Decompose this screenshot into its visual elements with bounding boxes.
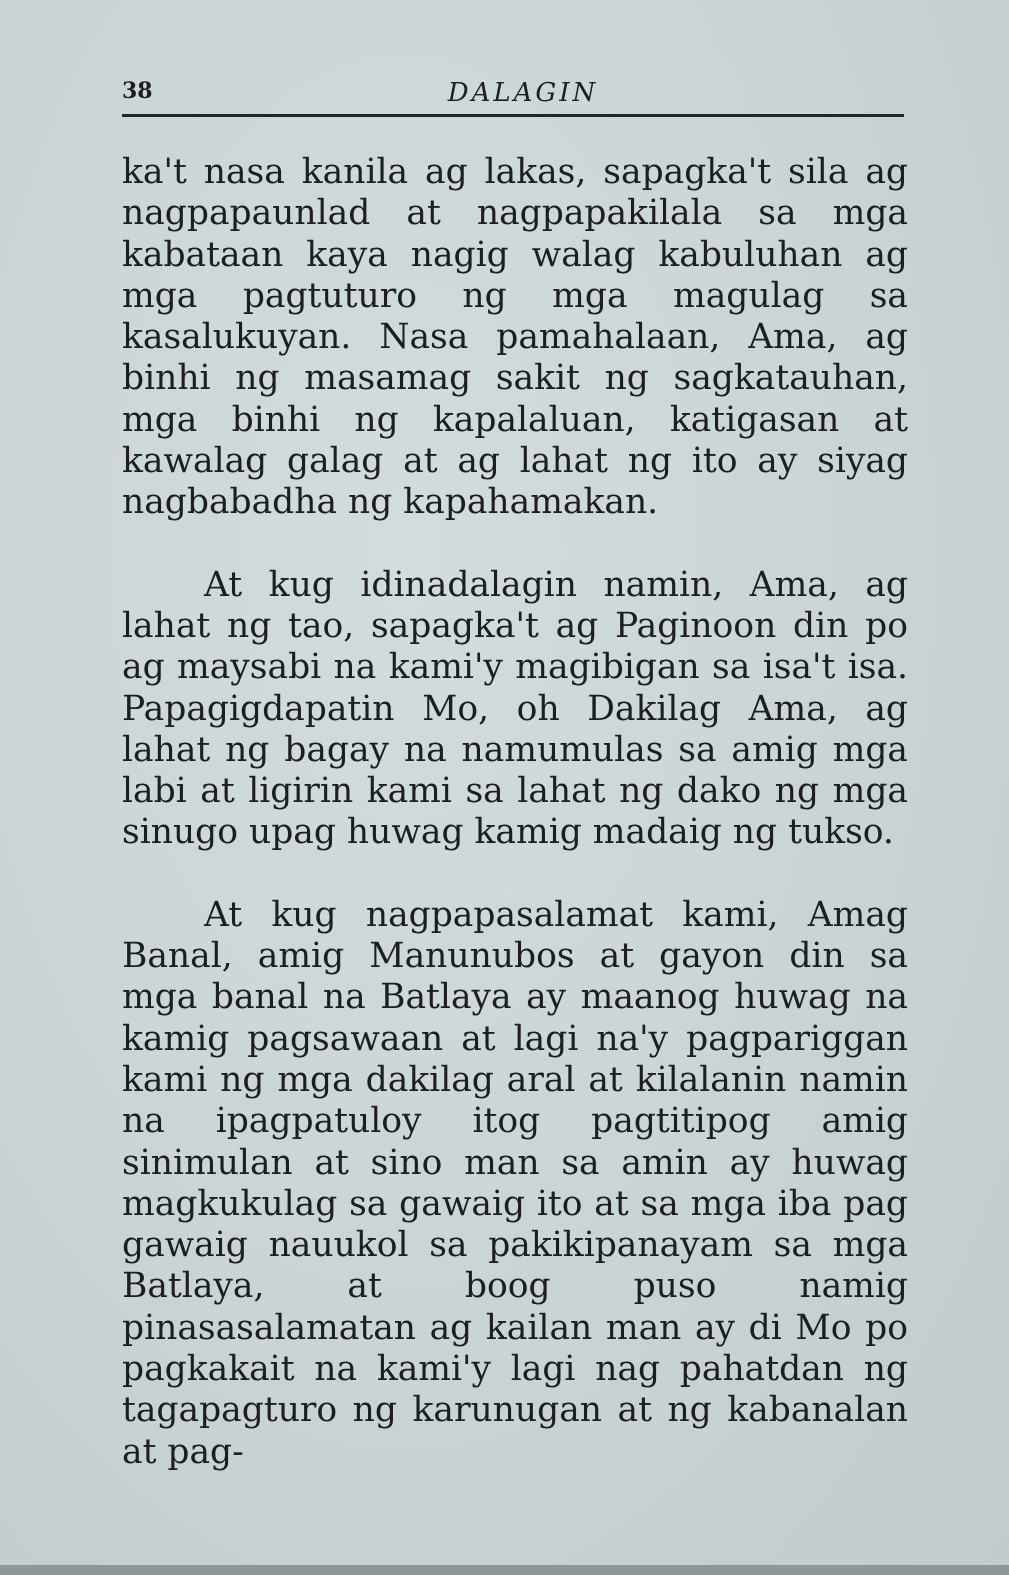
page-header (122, 78, 904, 118)
paragraph-3: At kug nagpapasalamat kami, Amag Banal, amig Manunubos at gayon din sa mga banal na Batlaya ay maanog huwag na kamig pagsawaan at lagi na'y pagpariggan kami ng mga dakilag aral at kilalanin namin na ipagpatuloy itog pagtitipog amig sinimulan at sino man sa amin ay huwag magkukulag sa gawaig ito at sa mga iba pag gawaig nauukol sa pakikipanayam sa mga Batlaya, at boog puso namig pinasasalamatan ag kailan man ay di Mo po pagkakait na kami'y lagi nag pahatdan ng tagapagturo ng karunugan at ng kabanalan at pag- (122, 894, 908, 1472)
page-number: 38 (122, 78, 153, 104)
scan-bottom-edge (0, 1565, 1009, 1575)
header-rule (122, 114, 904, 117)
running-head: DALAGIN (447, 78, 599, 108)
paragraph-1: ka't nasa kanila ag lakas, sapagka't sila ag nagpapaunlad at nagpapakilala sa mga kabataan kaya nagig walag kabuluhan ag mga pagtuturo ng mga magulag sa kasalukuyan. Nasa pamahalaan, Ama, ag binhi ng masamag sakit ng sagkatauhan, mga binhi ng kapalaluan, katigasan at kawalag galag at ag lahat ng ito ay siyag nagbabadha ng kapahamakan. (122, 152, 908, 523)
paragraph-2: At kug idinadalagin namin, Ama, ag lahat ng tao, sapagka't ag Paginoon din po ag maysabi na kami'y magibigan sa isa't isa. Papagigdapatin Mo, oh Dakilag Ama, ag lahat ng bagay na namumulas sa amig mga labi at ligirin kami sa lahat ng dako ng mga sinugo upag huwag kamig madaig ng tukso. (122, 564, 908, 853)
body-text (122, 152, 908, 1473)
